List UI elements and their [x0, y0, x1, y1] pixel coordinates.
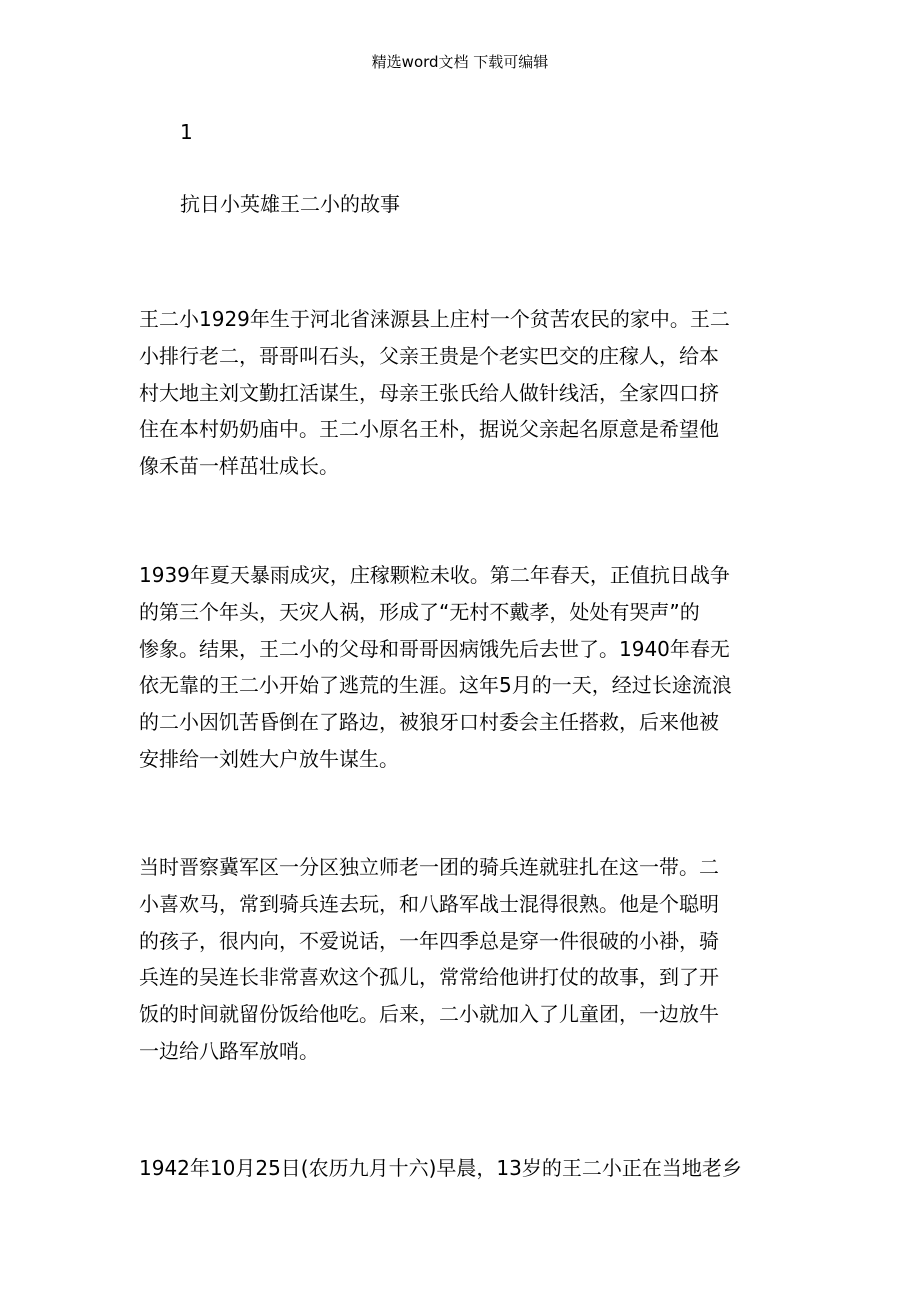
paragraph-2 [139, 557, 784, 778]
paragraph-line: 小喜欢马，常到骑兵连去玩，和八路军战士混得很熟。他是个聪明 [139, 891, 719, 916]
paragraph-line: 兵连的吴连长非常喜欢这个孤儿，常常给他讲打仗的故事，到了开 [139, 965, 719, 990]
paragraph-3 [139, 849, 784, 1070]
paragraph-line: 王二小1929年生于河北省涞源县上庄村一个贫苦农民的家中。王二 [139, 307, 730, 331]
paragraph-line: 安排给一刘姓大户放牛谋生。 [139, 746, 399, 771]
paragraph-line: 小排行老二，哥哥叫石头，父亲王贵是个老实巴交的庄稼人，给本 [139, 343, 719, 368]
paragraph-line: 一边给八路军放哨。 [139, 1038, 319, 1063]
page-number: 1 [180, 120, 193, 144]
paragraph-line: 1942年10月25日(农历九月十六)早晨，13岁的王二小正在当地老乡 [139, 1156, 742, 1180]
paragraph-line: 村大地主刘文勤扛活谋生，母亲王张氏给人做针线活，全家四口挤 [139, 380, 719, 405]
paragraph-line: 饭的时间就留份饭给他吃。后来，二小就加入了儿童团，一边放牛 [139, 1002, 719, 1027]
page-header: 精选word文档 下载可编辑 [371, 53, 549, 71]
paragraph-line: 的第三个年头，天灾人祸，形成了“无村不戴孝，处处有哭声”的 [139, 599, 700, 624]
paragraph-line: 当时晋察冀军区一分区独立师老一团的骑兵连就驻扎在这一带。二 [139, 855, 719, 879]
document-title: 抗日小英雄王二小的故事 [180, 192, 400, 216]
paragraph-line: 的孩子，很内向，不爱说话，一年四季总是穿一件很破的小褂，骑 [139, 928, 719, 953]
paragraph-4 [139, 1150, 784, 1187]
paragraph-line: 的二小因饥苦昏倒在了路边，被狼牙口村委会主任搭救，后来他被 [139, 710, 719, 735]
paragraph-line: 惨象。结果，王二小的父母和哥哥因病饿先后去世了。1940年春无 [139, 636, 730, 661]
paragraph-1 [139, 301, 784, 485]
paragraph-line: 依无靠的王二小开始了逃荒的生涯。这年5月的一天，经过长途流浪 [139, 673, 732, 698]
paragraph-line: 住在本村奶奶庙中。王二小原名王朴，据说父亲起名原意是希望他 [139, 417, 719, 442]
paragraph-line: 1939年夏天暴雨成灾，庄稼颗粒未收。第二年春天，正值抗日战争 [139, 563, 730, 587]
paragraph-line: 像禾苗一样茁壮成长。 [139, 454, 339, 479]
